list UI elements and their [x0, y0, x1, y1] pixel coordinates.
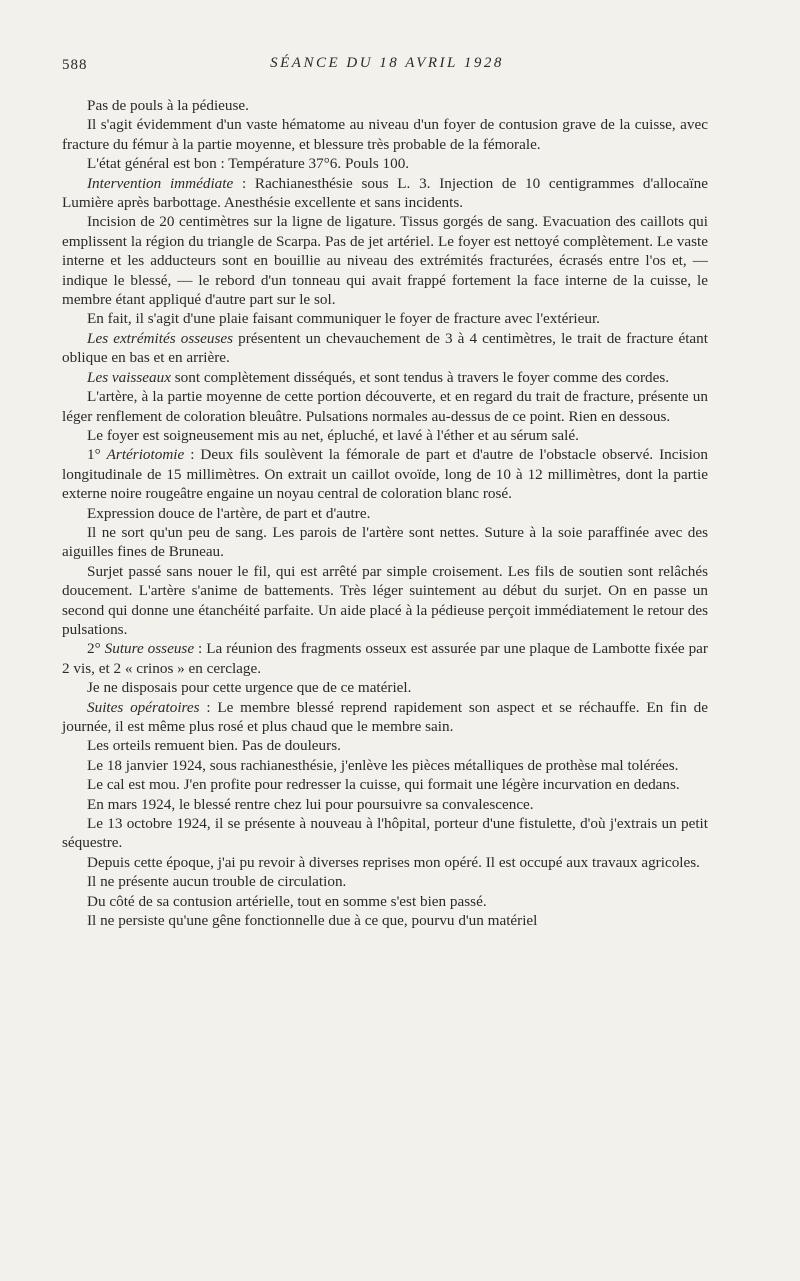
paragraph: [62, 639, 708, 678]
paragraph: [62, 96, 708, 115]
paragraph-text: Il ne sort qu'un peu de sang. Les parois de l'artère sont nettes. Suture à la soie paraffinée avec des aiguilles fines de Bruneau.: [62, 523, 708, 561]
paragraph-number: 1°: [87, 446, 107, 464]
paragraph-text: Le foyer est soigneusement mis au net, épluché, et lavé à l'éther et au sérum salé.: [87, 426, 579, 444]
running-header: [62, 55, 712, 79]
paragraph-text: sont complètement disséqués, et sont tendus à travers le foyer comme des cordes.: [170, 368, 670, 386]
paragraph-text: Incision de 20 centimètres sur la ligne de ligature. Tissus gorgés de sang. Evacuation des caillots qui emplissent la région du triangle de Scarpa. Pas de jet artériel. Le foyer est nettoyé complètement. Le vaste interne et les adducteurs sont en bouillie au niveau des extrémités fracturées, écrasés entre l'os et, — indique le blessé, — le rebord d'un tonneau qui avait frappé fortement la face interne de la cuisse, le membre étant appliqué d'autre part sur le sol.: [62, 213, 708, 309]
body-text: [62, 96, 708, 930]
paragraph: [62, 698, 708, 737]
paragraph-text: En fait, il s'agit d'une plaie faisant communiquer le foyer de fracture avec l'extérieur.: [87, 310, 600, 328]
paragraph: [62, 853, 708, 872]
paragraph: [62, 678, 708, 697]
italic-lead: Intervention immédiate: [87, 174, 234, 192]
italic-lead: Artériotomie: [106, 446, 185, 464]
paragraph: [62, 329, 708, 368]
paragraph-text: Surjet passé sans nouer le fil, qui est arrêté par simple croisement. Les fils de soutien sont relâchés doucement. L'artère s'anime de battements. Très léger suintement au début du surjet. On en passe un second qui donne une étanchéité parfaite. Un aide placé à la pédieuse perçoit immédiatement le retour des pulsations.: [62, 562, 708, 638]
paragraph-text: Le 13 octobre 1924, il se présente à nouveau à l'hôpital, porteur d'une fistulette, d'où j'extrais un petit séquestre.: [62, 815, 708, 852]
paragraph-text: Je ne disposais pour cette urgence que de ce matériel.: [87, 679, 412, 697]
italic-lead: Suture osseuse: [104, 640, 195, 658]
paragraph: [62, 775, 708, 794]
paragraph: [62, 892, 708, 911]
paragraph-text: Depuis cette époque, j'ai pu revoir à diverses reprises mon opéré. Il est occupé aux travaux agricoles.: [87, 853, 700, 871]
paragraph: [62, 504, 708, 523]
page-number: 588: [62, 57, 88, 73]
paragraph: [62, 309, 708, 328]
paragraph-text: Il s'agit évidemment d'un vaste hématome au niveau d'un foyer de contusion grave de la cuisse, avec fracture du fémur à la partie moyenne, et blessure très probable de la fémorale.: [62, 116, 708, 153]
paragraph-text: Il ne présente aucun trouble de circulation.: [87, 873, 347, 891]
paragraph: [62, 174, 708, 213]
italic-lead: Suites opératoires: [87, 698, 200, 716]
running-title: SÉANCE DU 18 AVRIL 1928: [270, 55, 504, 71]
paragraph-text: Les orteils remuent bien. Pas de douleurs.: [87, 737, 341, 755]
paragraph: [62, 368, 708, 387]
paragraph-text: Le 18 janvier 1924, sous rachianesthésie, j'enlève les pièces métalliques de prothèse mal tolérées.: [87, 756, 679, 774]
paragraph-text: présentent un chevauchement de 3 à 4 centimètres, le trait de fracture étant oblique en bas et en arrière.: [62, 329, 708, 367]
paragraph: [62, 814, 708, 853]
paragraph-text: En mars 1924, le blessé rentre chez lui pour poursuivre sa convalescence.: [87, 795, 534, 813]
paragraph-text: : Rachianesthésie sous L. 3. Injection de 10 centigrammes d'allocaïne Lumière après barbottage. Anesthésie excellente et sans incidents.: [62, 174, 708, 212]
italic-lead: Les extrémités osseuses: [87, 329, 234, 347]
paragraph-text: Il ne persiste qu'une gêne fonctionnelle due à ce que, pourvu d'un matériel: [87, 912, 538, 930]
paragraph: [62, 445, 708, 503]
paragraph: [62, 115, 708, 154]
paragraph: [62, 736, 708, 755]
paragraph: [62, 426, 708, 445]
paragraph-text: Le cal est mou. J'en profite pour redresser la cuisse, qui formait une légère incurvation en dedans.: [87, 776, 680, 794]
paragraph: [62, 562, 708, 640]
paragraph: [62, 872, 708, 891]
paragraph-text: Du côté de sa contusion artérielle, tout en somme s'est bien passé.: [87, 892, 487, 910]
italic-lead: Les vaisseaux: [87, 368, 171, 386]
paragraph-text: : Le membre blessé reprend rapidement son aspect et se réchauffe. En fin de journée, il est même plus rosé et plus chaud que le membre sain.: [62, 698, 709, 735]
paragraph-text: : La réunion des fragments osseux est assurée par une plaque de Lambotte fixée par 2 vis, et 2 « crinos » en cerclage.: [62, 640, 708, 677]
paragraph: [62, 756, 708, 775]
paragraph-text: Expression douce de l'artère, de part et d'autre.: [87, 504, 371, 522]
paragraph: [62, 154, 708, 173]
paragraph: [62, 795, 708, 814]
paragraph-text: : Deux fils soulèvent la fémorale de part et d'autre de l'obstacle observé. Incision longitudinale de 15 millimètres. On extrait un caillot ovoïde, long de 10 à 12 millimètres, dont la partie externe noire rougeâtre engaine un noyau central de coloration blanc rosé.: [62, 446, 708, 503]
paragraph-text: L'artère, à la partie moyenne de cette portion découverte, et en regard du trait de fracture, présente un léger renflement de coloration bleuâtre. Pulsations normales au-dessus de ce point. Rien en dessous.: [62, 388, 708, 425]
paragraph-text: L'état général est bon : Température 37°6. Pouls 100.: [87, 155, 410, 173]
paragraph: [62, 911, 708, 930]
paragraph: [62, 523, 708, 562]
paragraph: [62, 212, 708, 309]
paragraph-number: 2°: [87, 640, 105, 658]
paragraph-text: Pas de pouls à la pédieuse.: [87, 97, 249, 114]
paragraph: [62, 387, 708, 426]
